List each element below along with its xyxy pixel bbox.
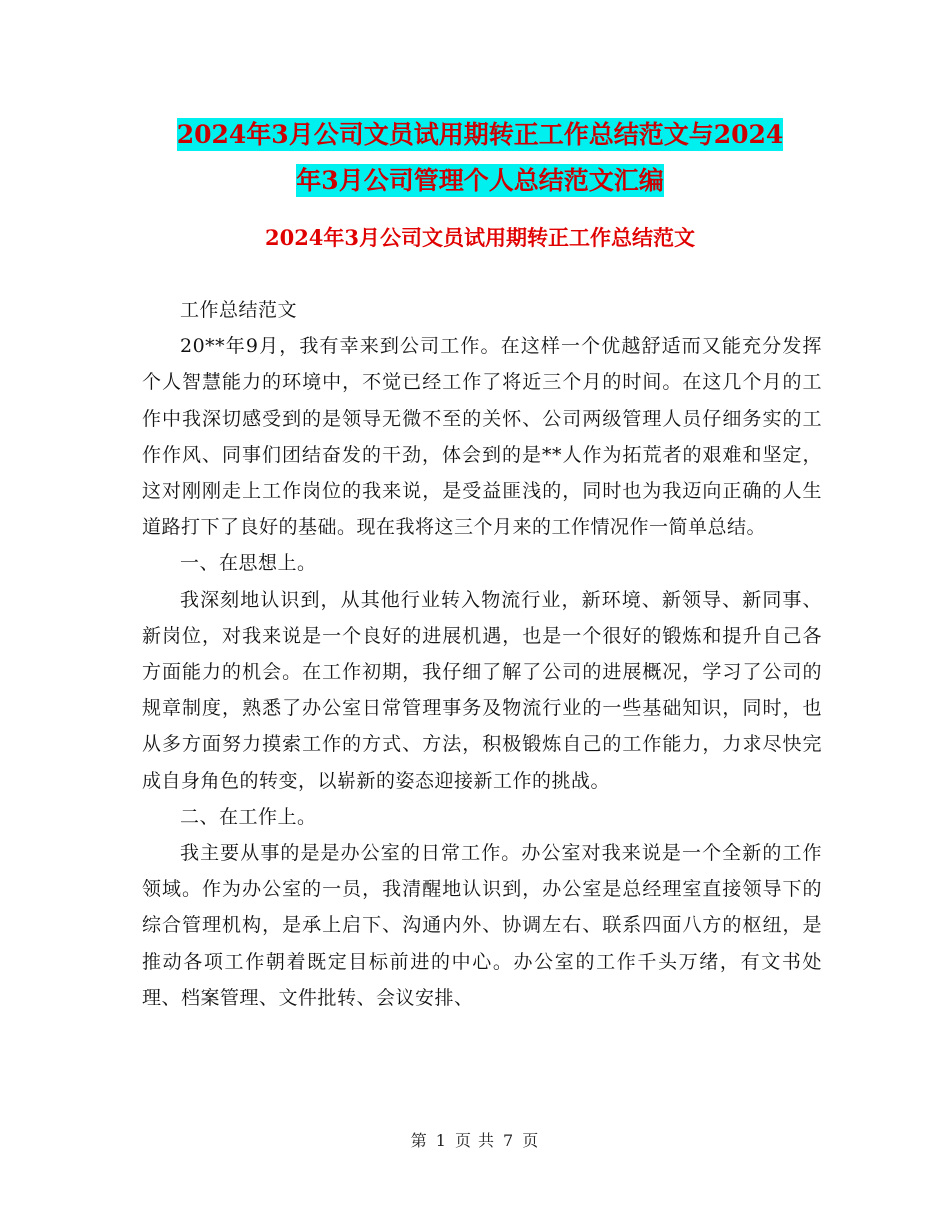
document-title-line2: 年3月公司管理个人总结范文汇编 bbox=[296, 166, 664, 195]
document-title-line1: 2024年3月公司文员试用期转正工作总结范文与2024 bbox=[176, 120, 784, 149]
paragraph: 工作总结范文 bbox=[180, 299, 298, 321]
document-body bbox=[142, 292, 822, 1016]
paragraph-heading: 二、在工作上。 bbox=[180, 805, 317, 828]
footer-total-pages: 7 bbox=[503, 1131, 515, 1150]
footer-prefix: 第 bbox=[410, 1131, 428, 1150]
paragraph-heading: 一、在思想上。 bbox=[180, 552, 317, 575]
document-title bbox=[140, 112, 820, 204]
paragraph: 我深刻地认识到，从其他行业转入物流行业，新环境、新领导、新同事、新岗位，对我来说是一个良好的进展机遇，也是一个很好的锻炼和提升自己各方面能力的机会。在工作初期，我仔细了解了公司的进展概况，学习了公司的规章制度，熟悉了办公室日常管理事务及物流行业的一些基础知识，同时，也从多方面努力摸索工作的方式、方法，积极锻炼自己的工作能力，力求尽快完成自身角色的转变，以崭新的姿态迎接新工作的挑战。 bbox=[142, 588, 822, 792]
page-footer bbox=[0, 1128, 950, 1151]
section-title: 2024年3月公司文员试用期转正工作总结范文 bbox=[264, 225, 696, 250]
paragraph: 20**年9月，我有幸来到公司工作。在这样一个优越舒适而又能充分发挥个人智慧能力的环境中，不觉已经工作了将近三个月的时间。在这几个月的工作中我深切感受到的是领导无微不至的关怀、公司两级管理人员仔细务实的工作作风、同事们团结奋发的干劲，体会到的是**人作为拓荒者的艰难和坚定，这对刚刚走上工作岗位的我来说，是受益匪浅的，同时也为我迈向正确的人生道路打下了良好的基础。现在我将这三个月来的工作情况作一简单总结。 bbox=[142, 335, 822, 539]
paragraph: 我主要从事的是是办公室的日常工作。办公室对我来说是一个全新的工作领域。作为办公室的一员，我清醒地认识到，办公室是总经理室直接领导下的综合管理机构，是承上启下、沟通内外、协调左右、联系四面八方的枢纽，是推动各项工作朝着既定目标前进的中心。办公室的工作千头万绪，有文书处理、档案管理、文件批转、会议安排、 bbox=[142, 842, 822, 1009]
footer-page-number: 1 bbox=[435, 1131, 447, 1150]
footer-middle: 页 共 bbox=[454, 1131, 496, 1150]
footer-suffix: 页 bbox=[522, 1131, 540, 1150]
